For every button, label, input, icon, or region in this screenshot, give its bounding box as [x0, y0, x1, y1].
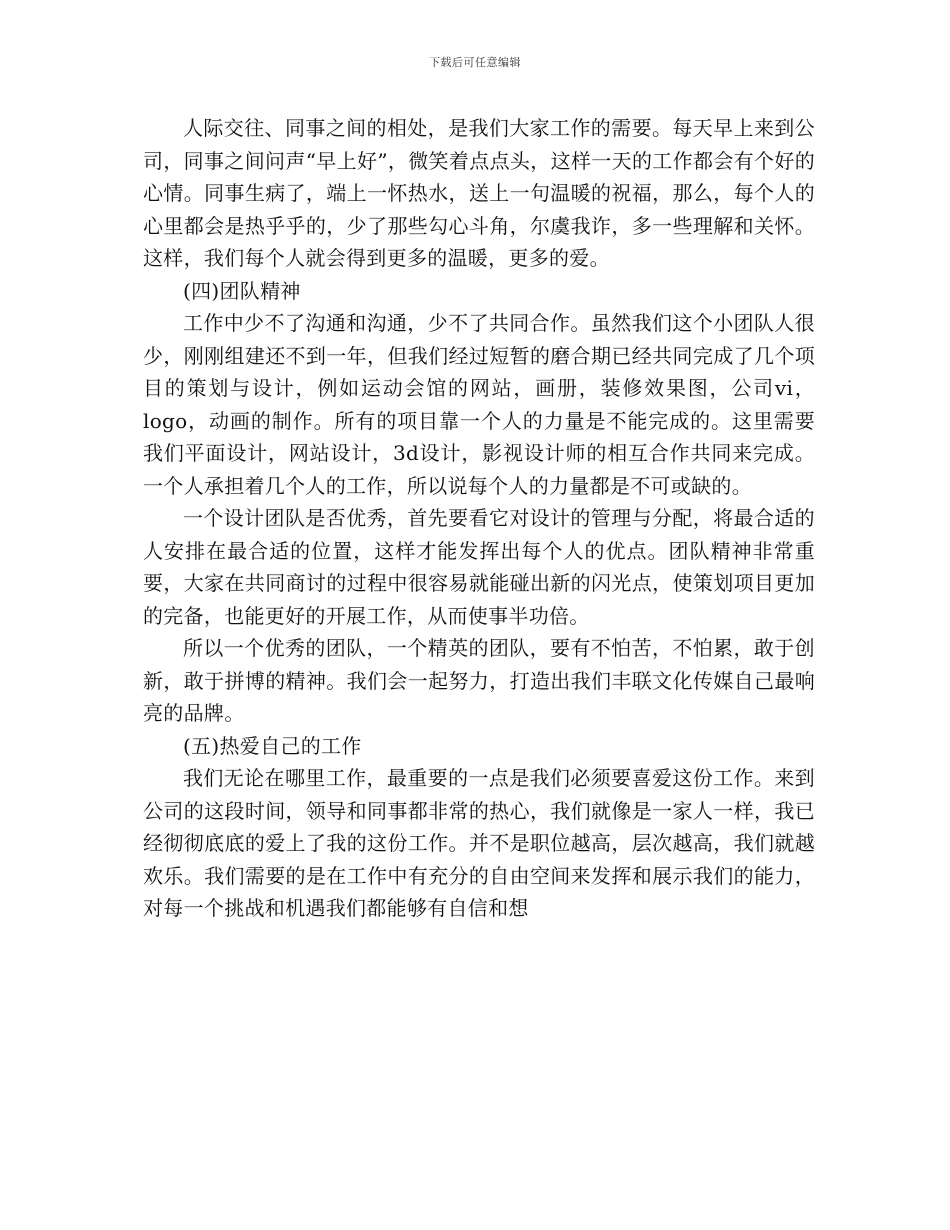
paragraph-design-team: 一个设计团队是否优秀，首先要看它对设计的管理与分配，将最合适的人安排在最合适的位置，这样才能发挥出每个人的优点。团队精神非常重要，大家在共同商讨的过程中很容易就能碰出新的闪光点，使策划项目更加的完备，也能更好的开展工作，从而使事半功倍。 [143, 506, 815, 628]
paragraph-love-work: 我们无论在哪里工作，最重要的一点是我们必须要喜爱这份工作。来到公司的这段时间，领导和同事都非常的热心，我们就像是一家人一样，我已经彻彻底底的爱上了我的这份工作。并不是职位越高，层次越高，我们就越欢乐。我们需要的是在工作中有充分的自由空间来发挥和展示我们的能力，对每一个挑战和机遇我们都能够有自信和想 [143, 766, 815, 920]
paragraph-excellent-team: 所以一个优秀的团队，一个精英的团队，要有不怕苦，不怕累，敢于创新，敢于拼博的精神。我们会一起努力，打造出我们丰联文化传媒自己最响亮的品牌。 [143, 636, 815, 725]
document-body [143, 112, 815, 925]
section-heading-team-spirit: (四)团队精神 [183, 278, 301, 303]
page-header: 下载后可任意编辑 [429, 56, 521, 69]
paragraph-colleague-relations: 人际交往、同事之间的相处，是我们大家工作的需要。每天早上来到公司，同事之间问声“早上好”，微笑着点点头，这样一天的工作都会有个好的心情。同事生病了，端上一怀热水，送上一句温暖的祝福，那么，每个人的心里都会是热乎乎的，少了那些勾心斗角，尔虞我诈，多一些理解和关怀。这样，我们每个人就会得到更多的温暖，更多的爱。 [143, 116, 815, 270]
paragraph-team-cooperation: 工作中少不了沟通和沟通，少不了共同合作。虽然我们这个小团队人很少，刚刚组建还不到一年，但我们经过短暂的磨合期已经共同完成了几个项目的策划与设计，例如运动会馆的网站，画册，装修效果图，公司vi，logo，动画的制作。所有的项目靠一个人的力量是不能完成的。这里需要我们平面设计，网站设计，3d设计，影视设计师的相互合作共同来完成。一个人承担着几个人的工作，所以说每个人的力量都是不可或缺的。 [143, 311, 815, 498]
section-heading-love-work: (五)热爱自己的工作 [183, 733, 362, 758]
